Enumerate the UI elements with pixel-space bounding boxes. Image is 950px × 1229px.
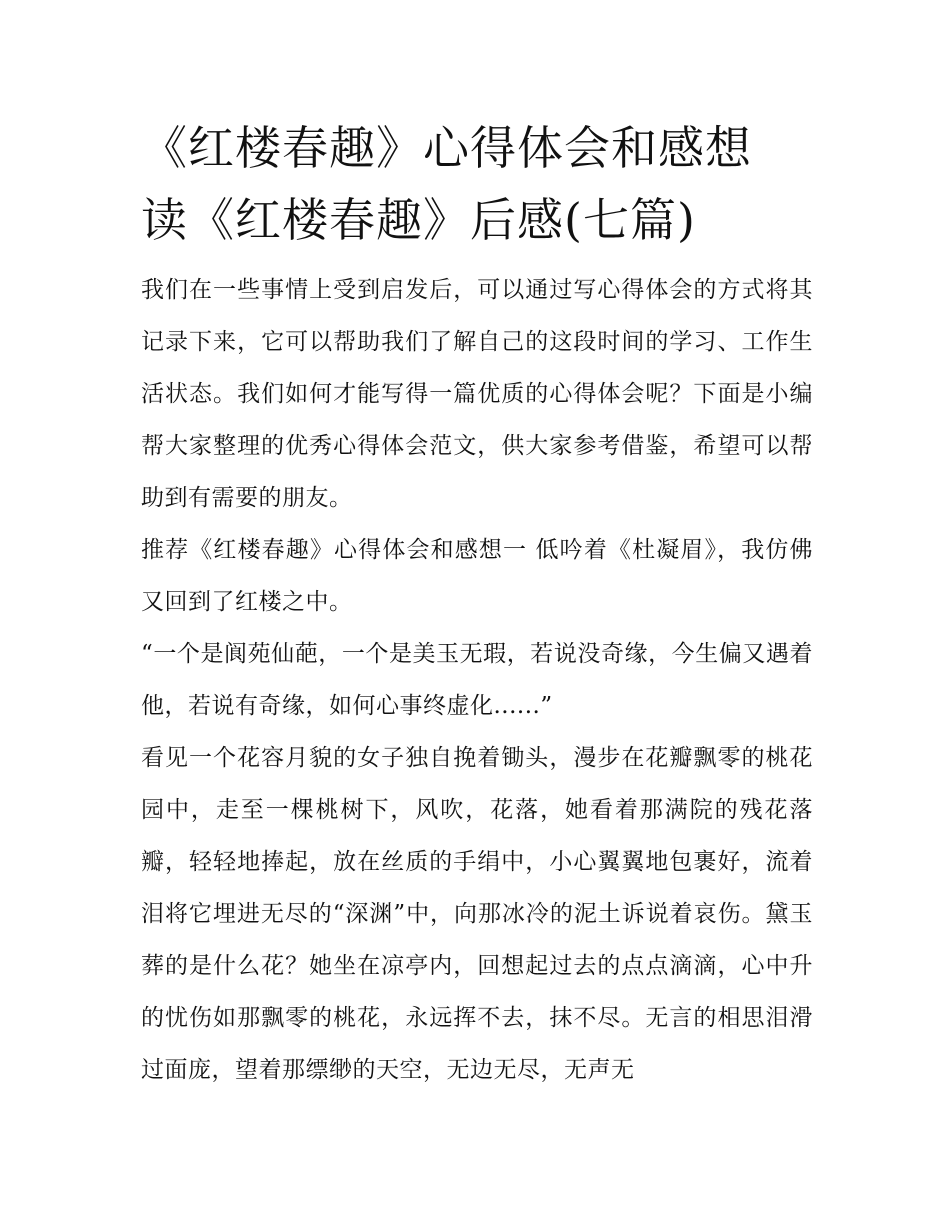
paragraph-narrative: 看见一个花容月貌的女子独自挽着锄头，漫步在花瓣飘零的桃花园中，走至一棵桃树下，风吹，花落，她看着那满院的残花落瓣，轻轻地捧起，放在丝质的手绢中，小心翼翼地包裹好，流着泪将它埋进无尽的“深渊”中，向那冰冷的泥土诉说着哀伤。黛玉葬的是什么花？她坐在凉亭内，回想起过去的点点滴滴，心中升的忧伤如那飘零的桃花，永远挥不去，抹不尽。无言的相思泪滑过面庞，望着那缥缈的天空，无边无尽，无声无 — [141, 745, 813, 1083]
paragraph-recommendation: 推荐《红楼春趣》心得体会和感想一 低吟着《杜凝眉》，我仿佛又回到了红楼之中。 — [141, 537, 813, 615]
title-line-2: 读《红楼春趣》后感(七篇) — [141, 193, 696, 247]
title-line-1: 《红楼春趣》心得体会和感想 — [141, 121, 752, 175]
paragraph-intro: 我们在一些事情上受到启发后，可以通过写心得体会的方式将其记录下来，它可以帮助我们了解自己的这段时间的学习、工作生活状态。我们如何才能写得一篇优质的心得体会呢？下面是小编帮大家整理的优秀心得体会范文，供大家参考借鉴，希望可以帮助到有需要的朋友。 — [141, 277, 813, 511]
paragraph-quote: “一个是阆苑仙葩，一个是美玉无瑕，若说没奇缘，今生偏又遇着他，若说有奇缘，如何心事终虚化......” — [141, 641, 813, 719]
document-body — [141, 112, 813, 1096]
document-title — [141, 112, 813, 256]
